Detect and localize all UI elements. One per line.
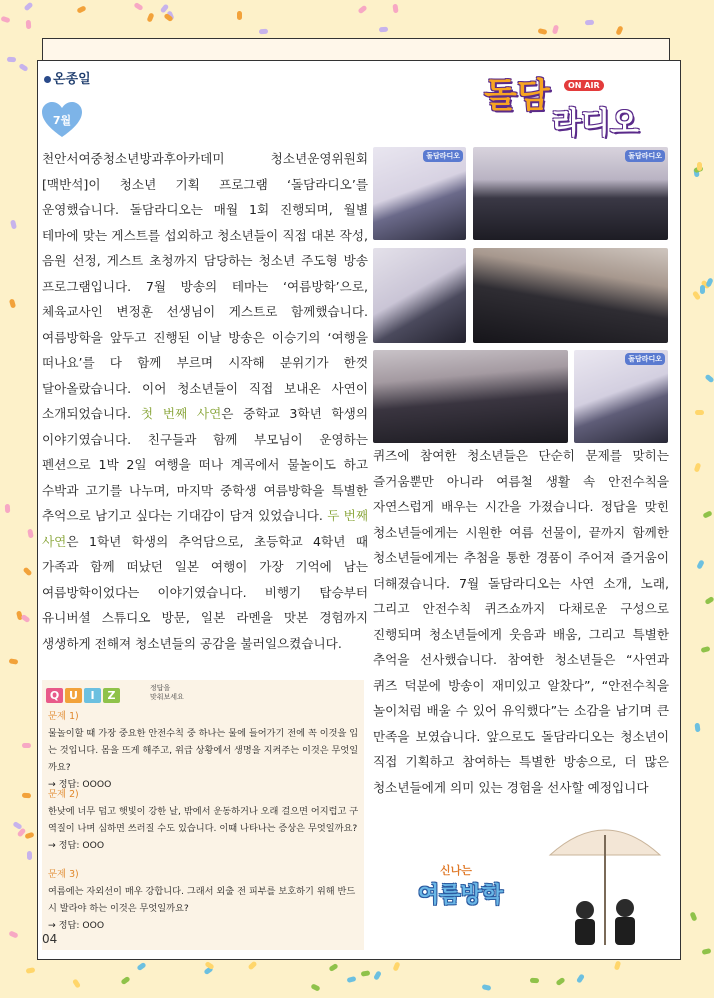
confetti-piece xyxy=(360,971,370,977)
confetti-piece xyxy=(556,977,566,986)
confetti-piece xyxy=(0,16,10,23)
confetti-piece xyxy=(8,658,18,664)
quiz-number: 문제 3) xyxy=(48,869,79,880)
quiz-item-3 xyxy=(48,866,360,934)
confetti-piece xyxy=(392,961,400,971)
quiz-answer: → 정답: OOO xyxy=(48,920,105,931)
confetti-piece xyxy=(23,2,33,12)
photo-radio-studio-2 xyxy=(373,248,466,343)
confetti-piece xyxy=(133,2,143,11)
confetti-piece xyxy=(26,20,32,29)
quiz-subtitle-line2: 맞춰보세요 xyxy=(150,693,184,701)
quiz-letter: U xyxy=(65,688,82,703)
confetti-piece xyxy=(9,299,16,309)
quiz-letter: I xyxy=(84,688,101,703)
quiz-box xyxy=(42,680,364,950)
confetti-piece xyxy=(702,511,712,519)
month-heart-badge xyxy=(42,102,82,138)
dolldam-radio-logo xyxy=(480,68,660,140)
confetti-piece xyxy=(378,26,387,32)
summer-logo-big: 여름방학 xyxy=(418,883,504,908)
confetti-piece xyxy=(27,851,32,860)
quiz-answer: → 정답: OOOO xyxy=(48,779,112,790)
confetti-piece xyxy=(247,961,257,971)
quiz-item-1 xyxy=(48,708,360,793)
confetti-piece xyxy=(7,56,16,61)
author-label xyxy=(44,68,91,87)
confetti-piece xyxy=(700,285,705,294)
photo-radio-studio-3 xyxy=(574,350,668,443)
umbrella-icon xyxy=(545,815,665,955)
confetti-piece xyxy=(347,976,357,983)
umbrella-illustration xyxy=(545,815,665,955)
confetti-piece xyxy=(585,19,594,24)
confetti-piece xyxy=(18,63,28,72)
confetti-piece xyxy=(27,529,34,539)
confetti-piece xyxy=(22,743,31,748)
article-body-left xyxy=(42,146,368,656)
quiz-number: 문제 2) xyxy=(48,789,79,800)
confetti-piece xyxy=(5,504,10,513)
confetti-piece xyxy=(147,12,155,22)
quiz-letter: Z xyxy=(103,688,120,703)
confetti-piece xyxy=(530,978,539,983)
confetti-piece xyxy=(9,931,19,939)
photo-badge: 돌담라디오 xyxy=(625,353,665,365)
month-label: 7월 xyxy=(52,114,72,127)
confetti-piece xyxy=(695,410,704,415)
confetti-piece xyxy=(237,11,242,20)
confetti-piece xyxy=(259,29,268,35)
header-bar xyxy=(42,38,670,60)
confetti-piece xyxy=(357,4,367,13)
body-text-segment: 은 1학년 학생의 추억담으로, 초등학교 4학년 때 가족과 함께 떠났던 일본 여행이 가장 기억에 남는 여름방학이었다는 이야기였습니다. 비행기 탑승부터 유니버셜 스튜디오 방문, 일본 라멘을 맛본 경험까지 생생하게 전해져 청소년들의 공감을 불러일으켰습니다. xyxy=(42,533,368,651)
confetti-piece xyxy=(328,963,338,972)
summer-vacation-logo xyxy=(412,862,532,924)
confetti-piece xyxy=(700,646,710,653)
confetti-piece xyxy=(24,832,34,840)
body-text-segment: 은 중학교 3학년 학생의 이야기였습니다. 친구들과 함께 부모님이 운영하는 펜션으로 1박 2일 여행을 떠나 계곡에서 물놀이도 하고 수박과 고기를 나누며, 마지막 중학생 여름방학을 특별한 추억으로 남기고 싶다는 기대감이 담겨 있었습니다. xyxy=(42,406,368,523)
confetti-piece xyxy=(76,5,86,14)
quiz-item-2 xyxy=(48,786,360,854)
confetti-piece xyxy=(705,277,713,287)
photo-students-1 xyxy=(473,248,668,343)
confetti-piece xyxy=(25,967,35,974)
confetti-piece xyxy=(552,25,559,35)
summer-logo-small: 신나는 xyxy=(440,864,472,877)
confetti-piece xyxy=(704,596,714,605)
confetti-piece xyxy=(310,984,320,993)
quiz-number: 문제 1) xyxy=(48,711,79,722)
confetti-piece xyxy=(696,559,705,569)
logo-line2: 라디오 xyxy=(552,106,639,141)
page-number: 04 xyxy=(42,932,58,946)
confetti-piece xyxy=(22,566,32,576)
photo-badge: 돌담라디오 xyxy=(625,150,665,162)
on-air-badge: ON AIR xyxy=(564,80,604,91)
author-name: 온종일 xyxy=(53,72,91,87)
quiz-question: 한낮에 너무 덥고 햇빛이 강한 날, 밖에서 운동하거나 오래 걸으면 어지럽고 구역질이 나며 심하면 쓰러질 수도 있습니다. 이때 나타나는 증상은 무엇일까요? xyxy=(48,806,359,834)
quiz-question: 물놀이할 때 가장 중요한 안전수칙 중 하나는 물에 들어가기 전에 꼭 이것을 입는 것입니다. 몸을 뜨게 해주고, 위급 상황에서 생명을 지켜주는 이것은 무엇일까요? xyxy=(48,728,359,773)
confetti-piece xyxy=(689,912,697,922)
logo-line1: 돌담 xyxy=(484,76,550,116)
confetti-piece xyxy=(538,28,548,35)
bullet-icon xyxy=(44,76,51,83)
highlighted-phrase: 두 번째 사연 xyxy=(42,508,369,549)
quiz-title xyxy=(46,684,122,703)
quiz-subtitle xyxy=(150,684,184,702)
quiz-question: 여름에는 자외선이 매우 강합니다. 그래서 외출 전 피부를 보호하기 위해 반드시 발라야 하는 이것은 무엇일까요? xyxy=(48,886,356,914)
quiz-subtitle-line1: 정답을 xyxy=(150,684,171,692)
confetti-piece xyxy=(615,26,623,36)
confetti-piece xyxy=(701,948,711,955)
confetti-piece xyxy=(695,723,701,733)
confetti-piece xyxy=(21,613,31,622)
confetti-piece xyxy=(22,793,31,799)
photo-badge: 돌담라디오 xyxy=(423,150,463,162)
body-text-segment: 천안서여중청소년방과후아카데미 청소년운영위원회 [맥반석]이 청소년 기획 프로그램 ‘돌담라디오’를 운영했습니다. 돌담라디오는 매월 1회 진행되며, 월별 테마에 맞는 게스트를 섭외하고 청소년들이 직접 대본 작성, 음원 선정, 게스트 초청까지 담당하는 청소년 주도형 방송 프로그램입니다. 7월 방송의 테마는 ‘여름방학’으로, 체육교사인 변정훈 선생님이 게스트로 함께했습니다. 여름방학을 앞두고 진행된 이날 방송은 이승기의 ‘여행을 떠나요’를 다 함께 부르며 시작해 분위기가 한껏 달아올랐습니다. 이어 청소년들이 직접 보내온 사연이 소개되었습니다. xyxy=(42,151,368,421)
confetti-piece xyxy=(614,961,621,971)
confetti-piece xyxy=(704,373,714,383)
confetti-piece xyxy=(373,970,382,980)
photo-radio-studio-1 xyxy=(373,147,466,240)
confetti-piece xyxy=(136,962,146,971)
confetti-piece xyxy=(72,979,81,989)
quiz-letter: Q xyxy=(46,688,63,703)
article-body-right: 퀴즈에 참여한 청소년들은 단순히 문제를 맞히는 즐거움뿐만 아니라 여름철 생활 속 안전수칙을 자연스럽게 배우는 시간을 가졌습니다. 정답을 맞힌 청소년들에게는 시원한 여름 선물이, 끝까지 함께한 청소년들에게는 추첨을 통한 경품이 주어져 즐거움이 더해졌습니다. 7월 돌담라디오는 사연 소개, 노래, 그리고 안전수칙 퀴즈쇼까지 다채로운 구성으로 진행되며 청소년들에게 웃음과 배움, 그리고 특별한 추억을 선사했습니다. 참여한 청소년들은 “사연과 퀴즈 덕분에 방송이 재미있고 알찼다”, “안전수칙을 놀이처럼 배울 수 있어 유익했다”는 소감을 남기며 큰 만족을 보였습니다. 앞으로도 돌담라디오는 청소년이 직접 기획하고 참여하는 특별한 방송으로, 더 많은 청소년들에게 의미 있는 경험을 선사할 예정입니다 xyxy=(373,448,669,795)
confetti-piece xyxy=(694,463,702,473)
quiz-answer: → 정답: OOO xyxy=(48,840,105,851)
photo-audience-1 xyxy=(473,147,668,240)
photo-students-raising-hands xyxy=(373,350,568,443)
confetti-piece xyxy=(697,162,702,171)
highlighted-phrase: 첫 번째 사연 xyxy=(140,406,222,421)
confetti-piece xyxy=(482,984,492,991)
confetti-piece xyxy=(10,219,17,229)
confetti-piece xyxy=(120,976,130,985)
confetti-piece xyxy=(393,4,399,14)
confetti-piece xyxy=(576,974,585,984)
